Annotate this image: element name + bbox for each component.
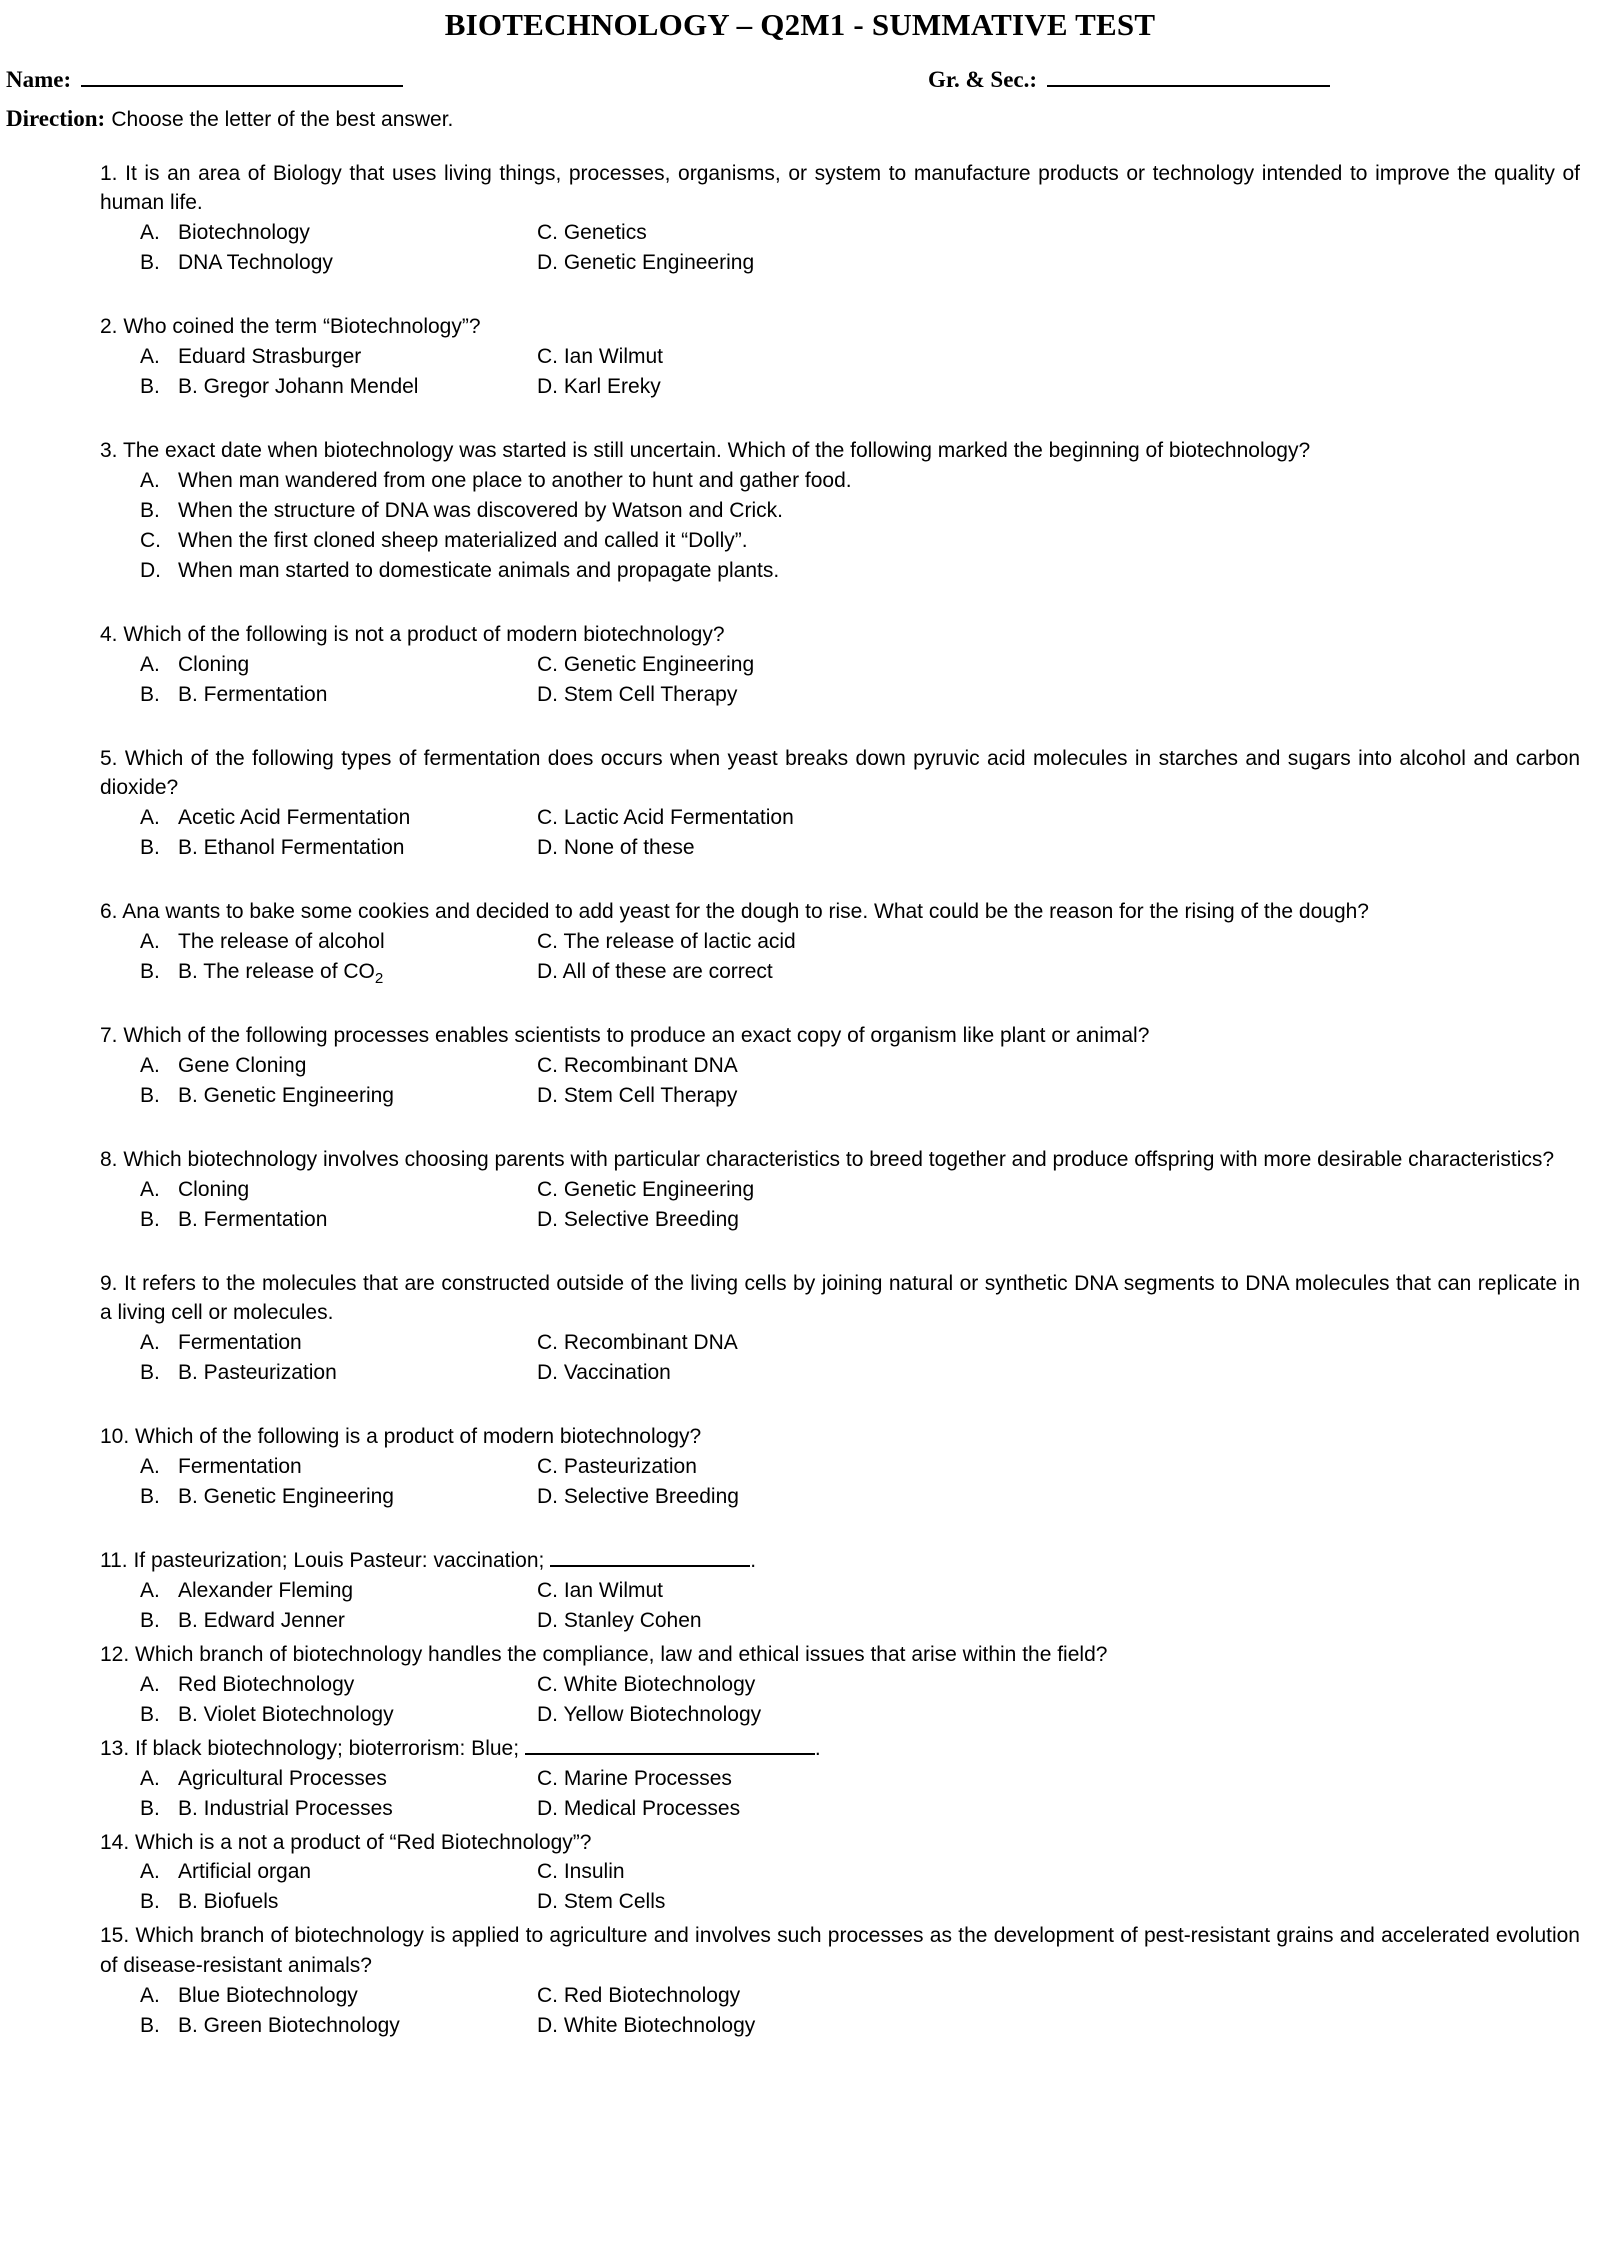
option-letter: B. bbox=[140, 498, 160, 522]
option-text-b[interactable]: B. Industrial Processes bbox=[178, 1796, 393, 1820]
question-stem: 12. Which branch of biotechnology handles the compliance, law and ethical issues that arise within the field? bbox=[100, 1642, 1108, 1666]
option-text-b[interactable]: When the structure of DNA was discovered by Watson and Crick. bbox=[178, 498, 783, 522]
question-block bbox=[0, 1921, 1600, 2041]
option-letter: A. bbox=[140, 930, 160, 954]
option-c[interactable]: C. Ian Wilmut bbox=[537, 344, 664, 368]
option-letter: B. bbox=[140, 1485, 160, 1509]
option-row bbox=[0, 1482, 1600, 1512]
option-text-a[interactable]: Red Biotechnology bbox=[178, 1672, 355, 1696]
option-letter: A. bbox=[140, 344, 160, 368]
option-d[interactable]: D. Vaccination bbox=[537, 1361, 671, 1385]
option-b[interactable] bbox=[140, 833, 404, 863]
option-text-b[interactable]: B. Biofuels bbox=[178, 1890, 279, 1914]
question-stem-tail: . bbox=[814, 1736, 821, 1760]
option-a[interactable] bbox=[140, 1670, 354, 1700]
option-text-b[interactable]: B. Genetic Engineering bbox=[178, 1485, 394, 1509]
question-block bbox=[0, 1021, 1600, 1111]
option-c[interactable]: C. Genetics bbox=[537, 221, 647, 245]
option-text-a[interactable]: Agricultural Processes bbox=[178, 1766, 387, 1790]
question-stem: 15. Which branch of biotechnology is applied to agriculture and involves such processes as the development of pest-resistant grains and accelerated evolution of disease-resistant animals? bbox=[100, 1924, 1580, 1978]
question-block bbox=[0, 1145, 1600, 1235]
question-block bbox=[0, 1828, 1600, 1918]
question-stem: 4. Which of the following is not a product of modern biotechnology? bbox=[100, 622, 725, 646]
option-text-a[interactable]: Artificial organ bbox=[178, 1860, 312, 1884]
direction-text: Choose the letter of the best answer. bbox=[111, 108, 454, 132]
option-c[interactable]: C. Lactic Acid Fermentation bbox=[537, 806, 794, 830]
option-row bbox=[0, 1081, 1600, 1111]
option-d[interactable]: D. Stem Cells bbox=[537, 1890, 666, 1914]
option-letter: B. bbox=[140, 1083, 160, 1107]
option-row bbox=[0, 372, 1600, 402]
option-row bbox=[0, 680, 1600, 710]
option-d[interactable]: D. Selective Breeding bbox=[537, 1485, 739, 1509]
option-a[interactable] bbox=[140, 1576, 353, 1606]
option-letter: A. bbox=[140, 468, 160, 492]
option-letter: B. bbox=[140, 374, 160, 398]
name-field-group bbox=[6, 65, 403, 93]
question-stem: 3. The exact date when biotechnology was started is still uncertain. Which of the following marked the beginning of biotechnology? bbox=[100, 438, 1311, 462]
answer-blank[interactable] bbox=[550, 1548, 750, 1567]
option-b[interactable] bbox=[140, 680, 327, 710]
option-d[interactable]: D. Stanley Cohen bbox=[537, 1608, 702, 1632]
option-row bbox=[0, 1051, 1600, 1081]
option-c[interactable]: C. White Biotechnology bbox=[537, 1672, 756, 1696]
option-d[interactable]: D. All of these are correct bbox=[537, 960, 773, 984]
option-text-a[interactable]: Acetic Acid Fermentation bbox=[178, 806, 411, 830]
option-d[interactable]: D. Genetic Engineering bbox=[537, 251, 755, 275]
option-a[interactable] bbox=[140, 218, 310, 248]
name-input-blank[interactable] bbox=[81, 65, 403, 87]
option-row bbox=[0, 1794, 1600, 1824]
question-block bbox=[0, 744, 1600, 864]
option-text-c[interactable]: When the first cloned sheep materialized and called it “Dolly”. bbox=[178, 528, 748, 552]
question-stem: 1. It is an area of Biology that uses living things, processes, organisms, or system to manufacture products or technology intended to improve the quality of human life. bbox=[100, 161, 1580, 215]
option-letter: B. bbox=[140, 1608, 160, 1632]
option-c[interactable]: C. Insulin bbox=[537, 1860, 625, 1884]
option-letter: A. bbox=[140, 1455, 160, 1479]
option-b[interactable] bbox=[140, 248, 333, 278]
option-letter: C. bbox=[140, 528, 161, 552]
option-text-b[interactable]: B. Fermentation bbox=[178, 682, 328, 706]
question-stem-text: 11. If pasteurization; Louis Pasteur: vaccination; bbox=[100, 1549, 551, 1573]
option-c[interactable]: C. The release of lactic acid bbox=[537, 930, 796, 954]
question-stem: 6. Ana wants to bake some cookies and decided to add yeast for the dough to rise. What could be the reason for the rising of the dough? bbox=[100, 900, 1369, 924]
option-a[interactable] bbox=[140, 342, 361, 372]
option-letter: B. bbox=[140, 1207, 160, 1231]
option-row bbox=[0, 803, 1600, 833]
option-b[interactable] bbox=[140, 1794, 393, 1824]
option-b[interactable] bbox=[140, 2011, 400, 2041]
option-c[interactable]: C. Marine Processes bbox=[537, 1766, 732, 1790]
option-text-b[interactable]: B. Violet Biotechnology bbox=[178, 1702, 394, 1726]
option-text-a[interactable]: The release of alcohol bbox=[178, 930, 385, 954]
option-a[interactable] bbox=[140, 803, 410, 833]
option-text-b[interactable]: B. Ethanol Fermentation bbox=[178, 836, 405, 860]
option-text-b[interactable]: B. Genetic Engineering bbox=[178, 1083, 394, 1107]
option-c[interactable]: C. Recombinant DNA bbox=[537, 1053, 738, 1077]
option-d[interactable]: D. Yellow Biotechnology bbox=[537, 1702, 762, 1726]
option-letter: B. bbox=[140, 1890, 160, 1914]
question-block bbox=[0, 1734, 1600, 1824]
option-c[interactable]: C. Red Biotechnology bbox=[537, 1983, 741, 2007]
page-title: BIOTECHNOLOGY – Q2M1 - SUMMATIVE TEST bbox=[444, 7, 1156, 42]
option-letter: A. bbox=[140, 806, 160, 830]
option-text-a[interactable]: Biotechnology bbox=[178, 221, 310, 245]
option-d[interactable]: D. Karl Ereky bbox=[537, 374, 661, 398]
option-letter: A. bbox=[140, 1672, 160, 1696]
option-row bbox=[0, 650, 1600, 680]
option-row bbox=[0, 1175, 1600, 1205]
direction-label: Direction: bbox=[6, 106, 106, 132]
option-text-b[interactable]: B. Fermentation bbox=[178, 1207, 328, 1231]
option-letter: B. bbox=[140, 2013, 160, 2037]
option-text-d[interactable]: When man started to domesticate animals and propagate plants. bbox=[178, 558, 780, 582]
option-b[interactable] bbox=[140, 1700, 394, 1730]
option-letter: A. bbox=[140, 652, 160, 676]
option-row bbox=[0, 1857, 1600, 1887]
option-letter: A. bbox=[140, 221, 160, 245]
question-stem: 8. Which biotechnology involves choosing parents with particular characteristics to breed together and produce offspring with more desirable characteristics? bbox=[100, 1147, 1555, 1171]
option-row bbox=[0, 1887, 1600, 1917]
option-row bbox=[0, 1358, 1600, 1388]
option-row bbox=[0, 1606, 1600, 1636]
option-row bbox=[0, 1670, 1600, 1700]
option-d[interactable]: D. Stem Cell Therapy bbox=[537, 1083, 738, 1107]
question-stem: 10. Which of the following is a product of modern biotechnology? bbox=[100, 1425, 702, 1449]
option-d[interactable]: D. None of these bbox=[537, 836, 695, 860]
option-row bbox=[0, 1205, 1600, 1235]
option-d[interactable]: D. Selective Breeding bbox=[537, 1207, 739, 1231]
option-text-a[interactable]: Cloning bbox=[178, 652, 250, 676]
option-b[interactable] bbox=[140, 1606, 345, 1636]
direction-line bbox=[6, 103, 1600, 134]
grade-section-label: Gr. & Sec.: bbox=[928, 67, 1038, 93]
option-row[interactable] bbox=[0, 466, 1600, 496]
option-letter: A. bbox=[140, 1177, 160, 1201]
option-letter: B. bbox=[140, 836, 160, 860]
option-letter: A. bbox=[140, 1331, 160, 1355]
option-letter: B. bbox=[140, 1361, 160, 1385]
option-text-b[interactable]: B. Edward Jenner bbox=[178, 1608, 345, 1632]
option-text-a[interactable]: When man wandered from one place to another to hunt and gather food. bbox=[178, 468, 852, 492]
option-c[interactable]: C. Recombinant DNA bbox=[537, 1331, 738, 1355]
option-row[interactable] bbox=[0, 496, 1600, 526]
question-stem: 9. It refers to the molecules that are constructed outside of the living cells by joining natural or synthetic DNA segments to DNA molecules that can replicate in a living cell or molecules. bbox=[100, 1271, 1580, 1325]
option-letter: B. bbox=[140, 1796, 160, 1820]
question-stem: 14. Which is a not a product of “Red Biotechnology”? bbox=[100, 1830, 592, 1854]
name-label: Name: bbox=[6, 67, 72, 93]
option-c[interactable]: C. Pasteurization bbox=[537, 1455, 697, 1479]
option-text-a[interactable]: Alexander Fleming bbox=[178, 1578, 354, 1602]
option-b[interactable] bbox=[140, 1358, 337, 1388]
questions-list bbox=[0, 159, 1600, 2041]
option-text-a[interactable]: Blue Biotechnology bbox=[178, 1983, 358, 2007]
option-text-a[interactable]: Cloning bbox=[178, 1177, 250, 1201]
option-a[interactable] bbox=[140, 1857, 311, 1887]
option-row bbox=[0, 1328, 1600, 1358]
option-row[interactable] bbox=[0, 526, 1600, 556]
option-b[interactable] bbox=[140, 1887, 278, 1917]
option-a[interactable] bbox=[140, 1175, 249, 1205]
question-block bbox=[0, 159, 1600, 279]
option-b[interactable] bbox=[140, 372, 418, 402]
question-stem: 5. Which of the following types of fermentation does occurs when yeast breaks down pyruvic acid molecules in starches and sugars into alcohol and carbon dioxide? bbox=[100, 746, 1580, 800]
question-block bbox=[0, 312, 1600, 402]
option-d[interactable]: D. Medical Processes bbox=[537, 1796, 741, 1820]
option-a[interactable] bbox=[140, 1051, 306, 1081]
question-block bbox=[0, 436, 1600, 586]
question-stem-text: 13. If black biotechnology; bioterrorism: Blue; bbox=[100, 1736, 525, 1760]
option-row bbox=[0, 248, 1600, 278]
option-row bbox=[0, 1700, 1600, 1730]
option-row bbox=[0, 833, 1600, 863]
option-a[interactable] bbox=[140, 927, 385, 957]
option-row bbox=[0, 1981, 1600, 2011]
option-b[interactable] bbox=[140, 957, 383, 994]
option-text-b[interactable]: B. Green Biotechnology bbox=[178, 2013, 400, 2037]
option-text-b[interactable]: B. Gregor Johann Mendel bbox=[178, 374, 419, 398]
option-d[interactable]: D. Stem Cell Therapy bbox=[537, 682, 738, 706]
option-text-b[interactable]: B. Pasteurization bbox=[178, 1361, 337, 1385]
option-row bbox=[0, 2011, 1600, 2041]
question-block bbox=[0, 1422, 1600, 1512]
question-block bbox=[0, 620, 1600, 710]
option-row[interactable] bbox=[0, 556, 1600, 586]
option-letter: D. bbox=[140, 558, 161, 582]
option-letter: B. bbox=[140, 960, 160, 984]
question-block bbox=[0, 1269, 1600, 1389]
option-row bbox=[0, 927, 1600, 957]
option-letter: B. bbox=[140, 251, 160, 275]
option-d[interactable]: D. White Biotechnology bbox=[537, 2013, 756, 2037]
answer-blank[interactable] bbox=[525, 1736, 815, 1755]
question-stem-tail: . bbox=[750, 1549, 757, 1573]
option-letter: A. bbox=[140, 1578, 160, 1602]
question-stem bbox=[0, 1734, 1600, 1764]
option-c[interactable]: C. Genetic Engineering bbox=[537, 1177, 755, 1201]
option-letter: B. bbox=[140, 1702, 160, 1726]
option-row bbox=[0, 1576, 1600, 1606]
question-stem: 7. Which of the following processes enables scientists to produce an exact copy of organism like plant or animal? bbox=[100, 1024, 1150, 1048]
option-letter: B. bbox=[140, 682, 160, 706]
question-block bbox=[0, 1546, 1600, 1636]
option-letter: A. bbox=[140, 1983, 160, 2007]
option-letter: A. bbox=[140, 1860, 160, 1884]
option-text-b[interactable]: B. The release of $CO_2$ bbox=[178, 960, 384, 988]
option-a[interactable] bbox=[140, 1764, 387, 1794]
option-a[interactable] bbox=[140, 1328, 302, 1358]
option-a[interactable] bbox=[140, 650, 249, 680]
option-text-a[interactable]: Fermentation bbox=[178, 1455, 302, 1479]
option-b[interactable] bbox=[140, 1081, 394, 1111]
option-a[interactable] bbox=[140, 1452, 302, 1482]
grade-section-field-group bbox=[928, 65, 1330, 93]
option-row bbox=[0, 1764, 1600, 1794]
option-letter: A. bbox=[140, 1053, 160, 1077]
option-text-b[interactable]: DNA Technology bbox=[178, 251, 333, 275]
question-stem: 2. Who coined the term “Biotechnology”? bbox=[100, 315, 481, 339]
option-text-a[interactable]: Eduard Strasburger bbox=[178, 344, 362, 368]
option-letter: A. bbox=[140, 1766, 160, 1790]
option-b[interactable] bbox=[140, 1205, 327, 1235]
option-row bbox=[0, 342, 1600, 372]
option-row bbox=[0, 957, 1600, 987]
option-text-a[interactable]: Gene Cloning bbox=[178, 1053, 307, 1077]
grade-section-input-blank[interactable] bbox=[1047, 65, 1330, 87]
question-block bbox=[0, 1640, 1600, 1730]
option-b[interactable] bbox=[140, 1482, 394, 1512]
question-block bbox=[0, 897, 1600, 987]
option-c[interactable]: C. Genetic Engineering bbox=[537, 652, 755, 676]
option-row bbox=[0, 218, 1600, 248]
option-c[interactable]: C. Ian Wilmut bbox=[537, 1578, 664, 1602]
option-text-a[interactable]: Fermentation bbox=[178, 1331, 302, 1355]
question-stem bbox=[0, 1546, 1600, 1576]
student-identity-row bbox=[0, 65, 1600, 99]
option-a[interactable] bbox=[140, 1981, 358, 2011]
option-row bbox=[0, 1452, 1600, 1482]
